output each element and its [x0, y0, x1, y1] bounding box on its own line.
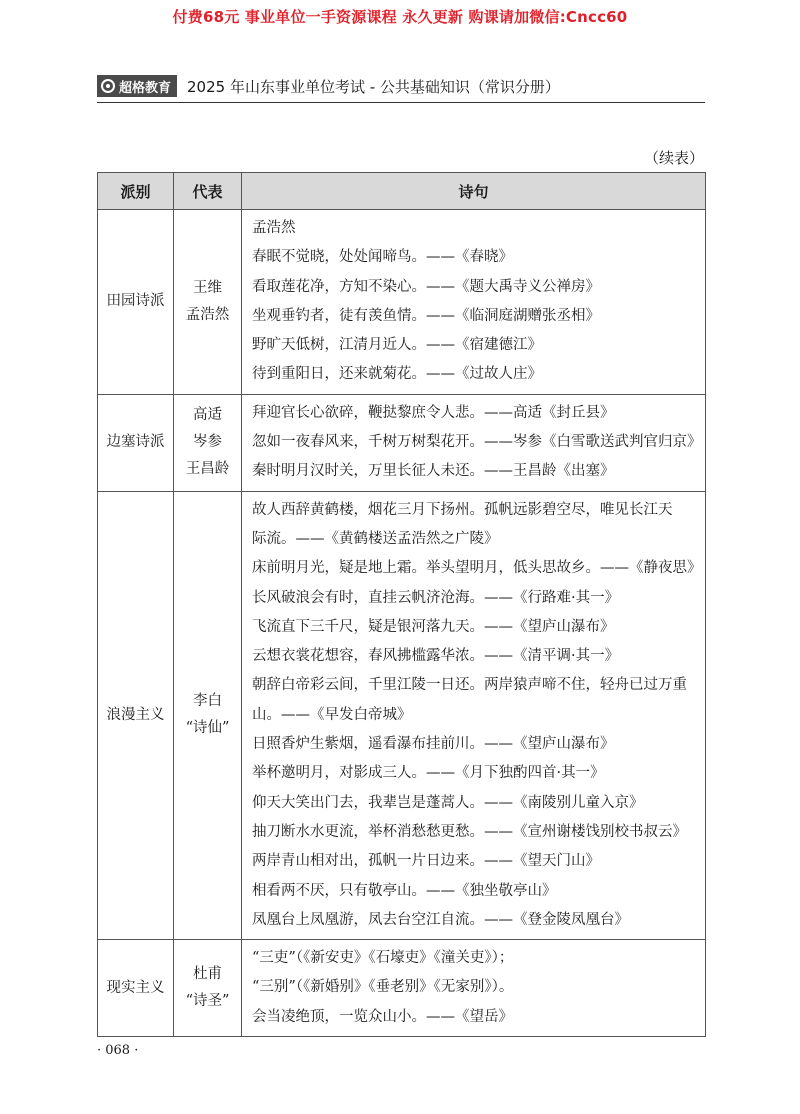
representative-name: 孟浩然	[185, 306, 230, 323]
header-representative: 代表	[174, 173, 242, 210]
poem-line: 凤凰台上凤凰游，凤去台空江自流。——《登金陵凤凰台》	[252, 911, 629, 928]
poem-line: 看取莲花净，方知不染心。——《题大禹寺义公禅房》	[252, 278, 600, 295]
poem-line: 床前明月光，疑是地上霜。举头望明月，低头思故乡。——《静夜思》	[252, 560, 702, 577]
representative-cell	[174, 491, 242, 939]
school-cell: 田园诗派	[98, 210, 174, 395]
school-cell: 边塞诗派	[98, 394, 174, 491]
header-title: 2025 年山东事业单位考试 - 公共基础知识（常识分册）	[187, 77, 560, 96]
poem-line: 相看两不厌，只有敬亭山。——《独坐敬亭山》	[252, 882, 557, 899]
poem-line: 孟浩然	[252, 220, 296, 236]
publisher-logo	[97, 75, 177, 97]
representative-name: 李白	[193, 693, 222, 710]
representative-name: “诗圣”	[185, 993, 230, 1010]
poem-line: 举杯邀明月，对影成三人。——《月下独酌四首·其一》	[252, 765, 605, 782]
poem-line: 故人西辞黄鹤楼，烟花三月下扬州。孤帆远影碧空尽，唯见长江天	[252, 501, 673, 518]
lines-cell	[242, 940, 706, 1037]
table-row	[98, 210, 706, 395]
poem-line: 朝辞白帝彩云间，千里江陵一日还。两岸猿声啼不住，轻舟已过万重	[252, 677, 687, 694]
page-header	[97, 74, 705, 98]
poem-line: 山。——《早发白帝城》	[252, 706, 412, 723]
header-lines: 诗句	[242, 173, 706, 210]
poem-line: 飞流直下三千尺，疑是银河落九天。——《望庐山瀑布》	[252, 618, 615, 635]
poem-line: 野旷天低树，江清月近人。——《宿建德江》	[252, 337, 542, 354]
poem-line: 秦时明月汉时关，万里长征人未还。——王昌龄《出塞》	[252, 463, 615, 480]
representative-name: 王维	[193, 279, 222, 296]
poem-line: 际流。——《黄鹤楼送孟浩然之广陵》	[252, 530, 499, 547]
representative-name: 高适	[193, 407, 222, 424]
lines-cell	[242, 491, 706, 939]
poem-line: 待到重阳日，还来就菊花。——《过故人庄》	[252, 366, 542, 383]
continuation-label: （续表）	[643, 149, 704, 167]
logo-text: 超格教育	[119, 80, 172, 96]
lines-cell	[242, 394, 706, 491]
poetry-schools-table	[97, 172, 706, 1037]
header-divider	[97, 102, 705, 103]
poem-line: “三别”（《新婚别》《垂老别》《无家别》）。	[252, 979, 514, 996]
representative-cell	[174, 940, 242, 1037]
representative-name: 岑参	[193, 434, 222, 451]
watermark-banner: 付费68元 事业单位一手资源课程 永久更新 购课请加微信:Cncc60	[172, 8, 628, 26]
poem-line: 会当凌绝顶，一览众山小。——《望岳》	[252, 1008, 513, 1025]
page-number: · 068 ·	[97, 1043, 139, 1058]
poem-line: 坐观垂钓者，徒有羡鱼情。——《临洞庭湖赠张丞相》	[252, 307, 600, 324]
representative-name: 杜甫	[193, 966, 222, 983]
school-cell: 浪漫主义	[98, 491, 174, 939]
poem-line: 两岸青山相对出，孤帆一片日边来。——《望天门山》	[252, 853, 600, 870]
poem-line: 日照香炉生紫烟，遥看瀑布挂前川。——《望庐山瀑布》	[252, 736, 615, 753]
poem-line: 仰天大笑出门去，我辈岂是蓬蒿人。——《南陵别儿童入京》	[252, 794, 644, 811]
logo-icon	[101, 79, 115, 93]
representative-cell	[174, 394, 242, 491]
table-header-row	[98, 173, 706, 210]
poem-line: “三吏”（《新安吏》《石壕吏》《潼关吏》）；	[252, 950, 514, 967]
poem-line: 抽刀断水水更流，举杯消愁愁更愁。——《宣州谢楼饯别校书叔云》	[252, 823, 687, 840]
school-cell: 现实主义	[98, 940, 174, 1037]
representative-name: “诗仙”	[185, 720, 230, 737]
poem-line: 忽如一夜春风来，千树万树梨花开。——岑参《白雪歌送武判官归京》	[252, 434, 702, 451]
poem-line: 春眠不觉晓，处处闻啼鸟。——《春晓》	[252, 249, 513, 266]
poem-line: 长风破浪会有时，直挂云帆济沧海。——《行路难·其一》	[252, 589, 620, 606]
table-row	[98, 940, 706, 1037]
representative-name: 王昌龄	[185, 461, 230, 478]
poem-line: 拜迎官长心欲碎，鞭挞黎庶令人悲。——高适《封丘县》	[252, 404, 615, 421]
table-row	[98, 491, 706, 939]
header-school: 派别	[98, 173, 174, 210]
lines-cell	[242, 210, 706, 395]
poem-line: 云想衣裳花想容，春风拂槛露华浓。——《清平调·其一》	[252, 648, 620, 665]
representative-cell	[174, 210, 242, 395]
table-row	[98, 394, 706, 491]
